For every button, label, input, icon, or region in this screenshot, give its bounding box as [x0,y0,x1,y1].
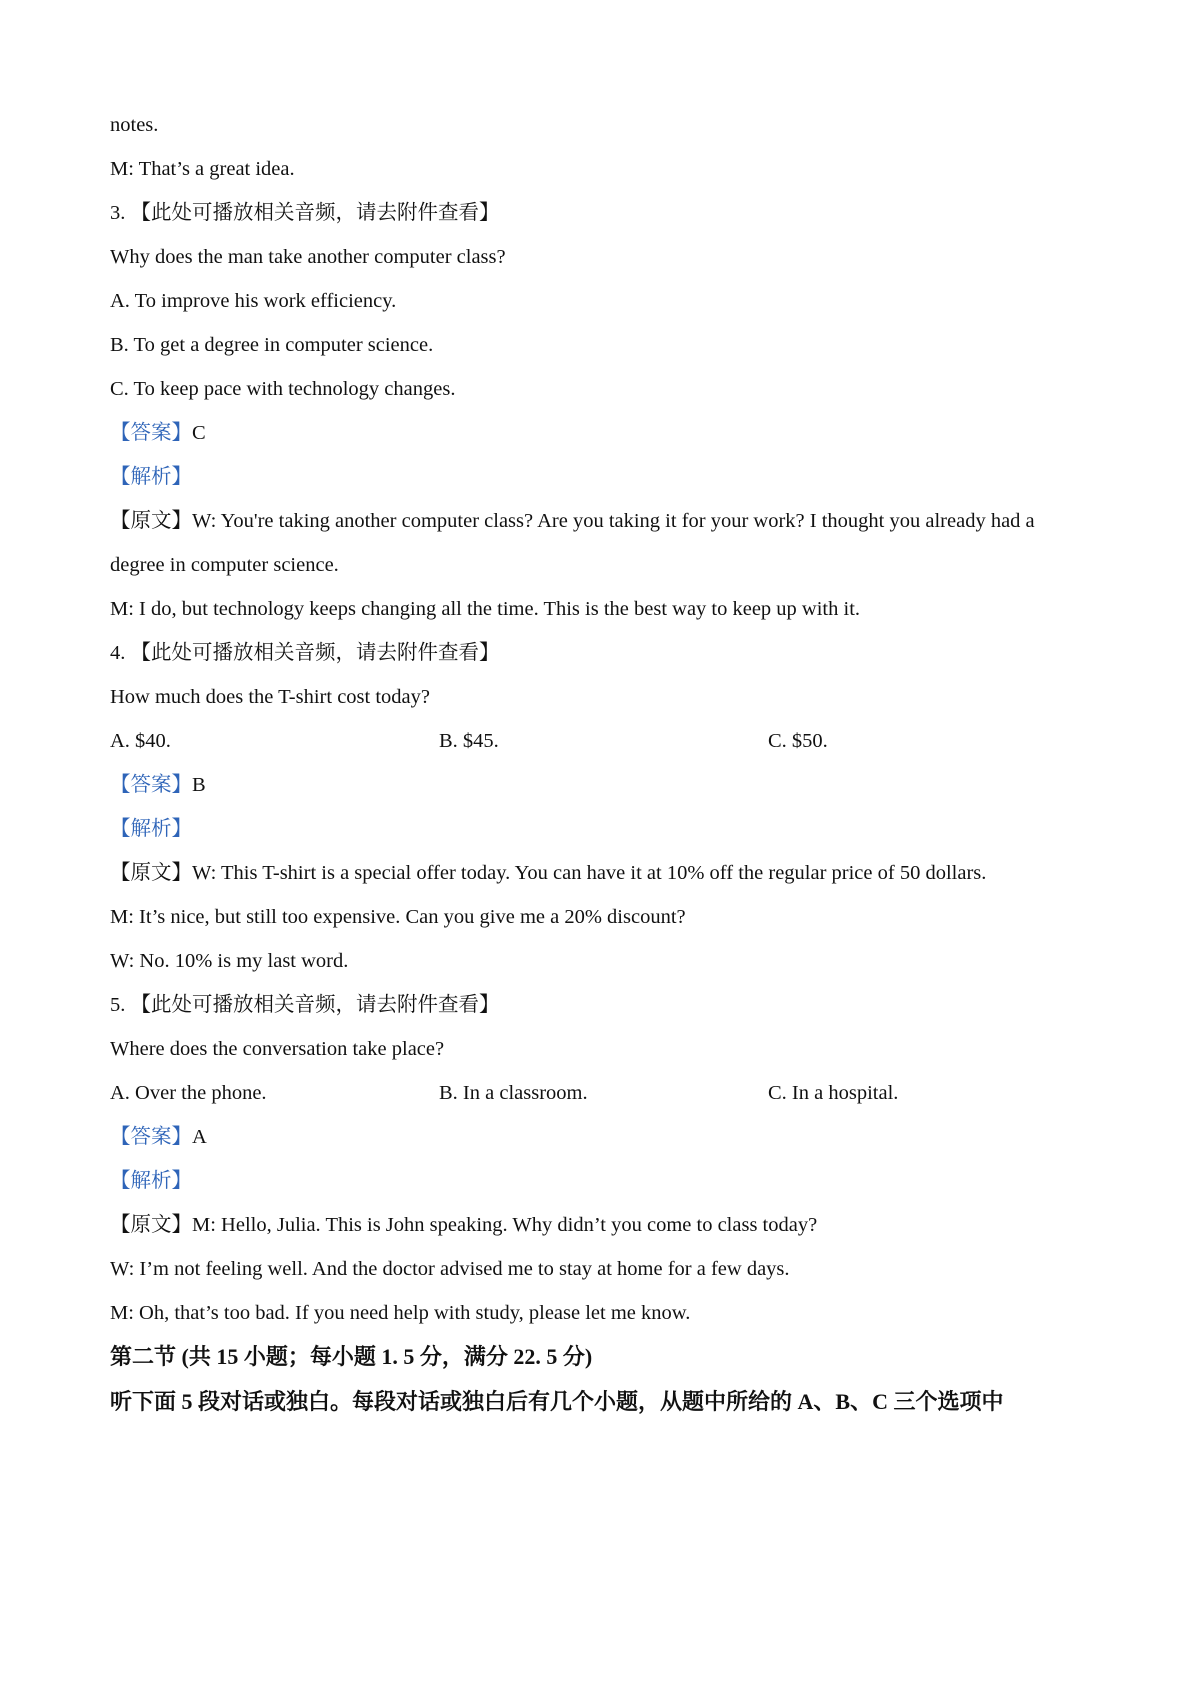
transcript-text: W: This T-shirt is a special offer today. You can have it at 10% off the regular price of 50 dollars. [192,862,987,884]
answer-value: C [192,422,206,444]
analysis-label: 【解析】 [110,466,192,488]
question-3-header [110,199,500,227]
option-a: A. $40. [110,730,171,752]
question-text: Why does the man take another computer class? [110,246,506,268]
text-line: notes. [110,114,159,136]
transcript-text: M: Oh, that’s too bad. If you need help with study, please let me know. [110,1302,691,1324]
question-5-header [110,991,500,1019]
transcript-text: W: I’m not feeling well. And the doctor advised me to stay at home for a few days. [110,1258,790,1280]
option-a: A. Over the phone. [110,1082,267,1104]
analysis-label: 【解析】 [110,818,192,840]
question-text: How much does the T-shirt cost today? [110,686,430,708]
section-title: 第二节 (共 15 小题；每小题 1. 5 分，满分 22. 5 分) [110,1344,593,1369]
transcript-line [110,859,986,887]
analysis-label: 【解析】 [110,1170,192,1192]
audio-placeholder: 【此处可播放相关音频，请去附件查看】 [130,642,500,664]
transcript-line [110,507,1035,535]
answer-label: 【答案】 [110,774,192,796]
audio-placeholder: 【此处可播放相关音频，请去附件查看】 [130,994,500,1016]
transcript-text: M: Hello, Julia. This is John speaking. Why didn’t you come to class today? [192,1214,818,1236]
section-instructions: 听下面 5 段对话或独白。每段对话或独白后有几个小题，从题中所给的 A、B、C 三个选项中 [110,1389,1004,1414]
audio-placeholder: 【此处可播放相关音频，请去附件查看】 [130,202,500,224]
option-c: C. $50. [768,730,828,752]
option-b: B. To get a degree in computer science. [110,334,434,356]
answer-value: A [192,1126,207,1148]
question-number: 4. [110,642,126,664]
question-number: 5. [110,994,126,1016]
question-number: 3. [110,202,126,224]
transcript-text: degree in computer science. [110,554,339,576]
answer-label: 【答案】 [110,1126,192,1148]
answer-line [110,419,206,447]
question-4-header [110,639,500,667]
transcript-line [110,1211,817,1239]
transcript-label: 【原文】 [110,862,192,884]
transcript-text: M: It’s nice, but still too expensive. Can you give me a 20% discount? [110,906,686,928]
option-b: B. In a classroom. [439,1082,588,1104]
question-text: Where does the conversation take place? [110,1038,445,1060]
transcript-text: W: No. 10% is my last word. [110,950,349,972]
transcript-text: M: I do, but technology keeps changing all the time. This is the best way to keep up with it. [110,598,861,620]
transcript-label: 【原文】 [110,1214,192,1236]
option-c: C. In a hospital. [768,1082,899,1104]
answer-line [110,771,206,799]
answer-value: B [192,774,206,796]
text-line: M: That’s a great idea. [110,158,295,180]
answer-label: 【答案】 [110,422,192,444]
option-a: A. To improve his work efficiency. [110,290,397,312]
answer-line [110,1123,207,1151]
transcript-label: 【原文】 [110,510,192,532]
option-b: B. $45. [439,730,499,752]
transcript-text: W: You're taking another computer class? Are you taking it for your work? I thought you already had a [192,510,1035,532]
option-c: C. To keep pace with technology changes. [110,378,456,400]
